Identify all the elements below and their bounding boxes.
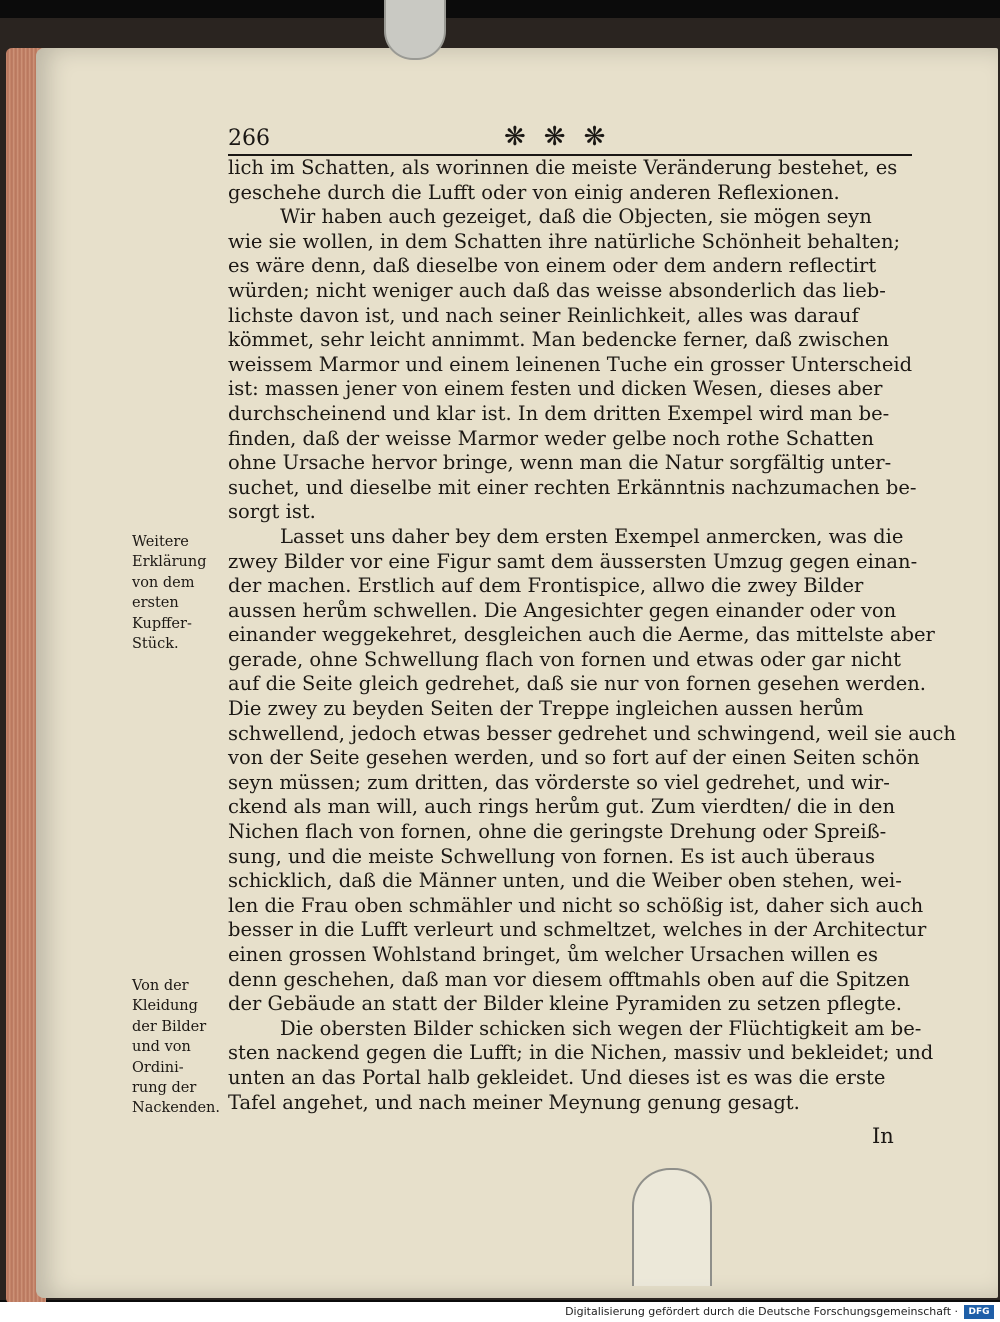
text-line: unten an das Portal halb gekleidet. Und dieses ist es was die erste xyxy=(228,1065,886,1089)
margin-note-line: Stück. xyxy=(132,636,179,653)
text-line: Die zwey zu beyden Seiten der Treppe ingleichen aussen herům xyxy=(228,697,864,721)
margin-note-line: Weitere xyxy=(132,534,189,550)
text-line: ckend als man will, auch rings herům gut. Zum vierdten/ die in den xyxy=(228,795,895,819)
text-line: seyn müssen; zum dritten, das vörderste so viel gedrehet, und wir- xyxy=(228,770,890,794)
margin-note-clothing xyxy=(132,976,226,1119)
text-line: Lasset uns daher bey dem ersten Exempel anmercken, was die xyxy=(280,524,904,548)
text-line: würden; nicht weniger auch daß das weisse absonderlich das lieb- xyxy=(228,278,886,302)
margin-note-line: Erklärung xyxy=(132,554,207,571)
text-line: lich im Schatten, als worinnen die meiste Veränderung bestehet, es xyxy=(228,156,898,179)
text-line: einander weggekehret, desgleichen auch die Aerme, das mittelste aber xyxy=(228,623,935,647)
text-line: ohne Ursache hervor bringe, wenn man die Natur sorgfältig unter- xyxy=(228,451,892,475)
dfg-logo: DFG xyxy=(964,1305,994,1319)
margin-note-further-explanation xyxy=(132,532,226,654)
text-line: schicklich, daß die Männer unten, und die Weiber oben stehen, wei- xyxy=(228,869,902,893)
text-line: Die obersten Bilder schicken sich wegen der Flüchtigkeit am be- xyxy=(280,1016,922,1040)
text-line: sung, und die meiste Schwellung von fornen. Es ist auch überaus xyxy=(228,844,875,868)
text-line: finden, daß der weisse Marmor weder gelbe noch rothe Schatten xyxy=(228,426,874,450)
text-line: weissem Marmor und einem leinenen Tuche ein grosser Unterscheid xyxy=(228,352,913,376)
text-line: auf die Seite gleich gedrehet, daß sie nur von fornen gesehen werden. xyxy=(228,672,927,696)
text-line: es wäre denn, daß dieselbe von einem oder dem andern reflectirt xyxy=(228,254,877,278)
text-line: aussen herům schwellen. Die Angesichter gegen einander oder von xyxy=(228,598,897,622)
text-line: zwey Bilder vor eine Figur samt dem äussersten Umzug gegen einan- xyxy=(228,549,918,573)
text-line: einen grossen Wohlstand bringet, ům welcher Ursachen willen es xyxy=(228,943,878,966)
page-clip-bottom xyxy=(632,1168,712,1286)
margin-note-line: und von xyxy=(132,1039,191,1056)
margin-note-line: ersten xyxy=(132,595,179,612)
margin-note-line: der Bilder xyxy=(132,1018,207,1035)
margin-note-line: Von der xyxy=(132,978,189,994)
text-line: denn geschehen, daß man vor diesem offtmahls oben auf die Spitzen xyxy=(228,967,910,991)
catchword: In xyxy=(872,1124,894,1148)
page-number: 266 xyxy=(228,126,270,151)
body-text xyxy=(228,156,956,1115)
text-line: Tafel angehet, und nach meiner Meynung genung gesagt. xyxy=(228,1090,800,1114)
text-line: lichste davon ist, und nach seiner Reinlichkeit, alles was darauf xyxy=(228,303,859,327)
text-line: durchscheinend und klar ist. In dem dritten Exempel wird man be- xyxy=(228,401,890,425)
text-line: ist: massen jener von einem festen und dicken Wesen, dieses aber xyxy=(228,377,883,401)
text-line: wie sie wollen, in dem Schatten ihre natürliche Schönheit behalten; xyxy=(228,229,901,253)
footer-bar xyxy=(0,1302,1000,1322)
header-ornament: ❋❋❋ xyxy=(504,122,624,152)
text-line: der machen. Erstlich auf dem Frontispice, allwo die zwey Bilder xyxy=(228,574,864,598)
text-line: besser in die Lufft verleurt und schmeltzet, welches in der Architectur xyxy=(228,918,927,942)
page-clip-top xyxy=(384,0,446,60)
text-line: der Gebäude an statt der Bilder kleine Pyramiden zu setzen pflegte. xyxy=(228,992,902,1016)
footer-credit: Digitalisierung gefördert durch die Deutsche Forschungsgemeinschaft · xyxy=(565,1305,958,1318)
text-line: Wir haben auch gezeiget, daß die Objecten, sie mögen seyn xyxy=(280,205,872,229)
margin-note-line: rung der xyxy=(132,1080,197,1097)
text-line: von der Seite gesehen werden, und so fort auf der einen Seiten schön xyxy=(228,746,920,770)
text-line: len die Frau oben schmähler und nicht so schößig ist, daher sich auch xyxy=(228,893,924,917)
text-line: suchet, und dieselbe mit einer rechten Erkänntnis nachzumachen be- xyxy=(228,475,917,499)
text-line: Nichen flach von fornen, ohne die geringste Drehung oder Spreiß- xyxy=(228,820,887,844)
text-line: sorgt ist. xyxy=(228,500,316,524)
text-line: sten nackend gegen die Lufft; in die Nichen, massiv und bekleidet; und xyxy=(228,1041,934,1065)
text-line: geschehe durch die Lufft oder von einig anderen Reflexionen. xyxy=(228,180,840,204)
text-line: kömmet, sehr leicht annimmt. Man bedencke ferner, daß zwischen xyxy=(228,328,889,352)
margin-note-line: von dem xyxy=(132,574,195,591)
text-line: schwellend, jedoch etwas besser gedrehet und schwingend, weil sie auch xyxy=(228,721,956,745)
margin-note-line: Kupffer- xyxy=(132,615,192,632)
margin-note-line: Nackenden. xyxy=(132,1100,220,1117)
text-line: gerade, ohne Schwellung flach von fornen und etwas oder gar nicht xyxy=(228,647,902,671)
page-header xyxy=(228,124,912,156)
margin-note-line: Ordini- xyxy=(132,1059,184,1076)
margin-note-line: Kleidung xyxy=(132,998,198,1015)
